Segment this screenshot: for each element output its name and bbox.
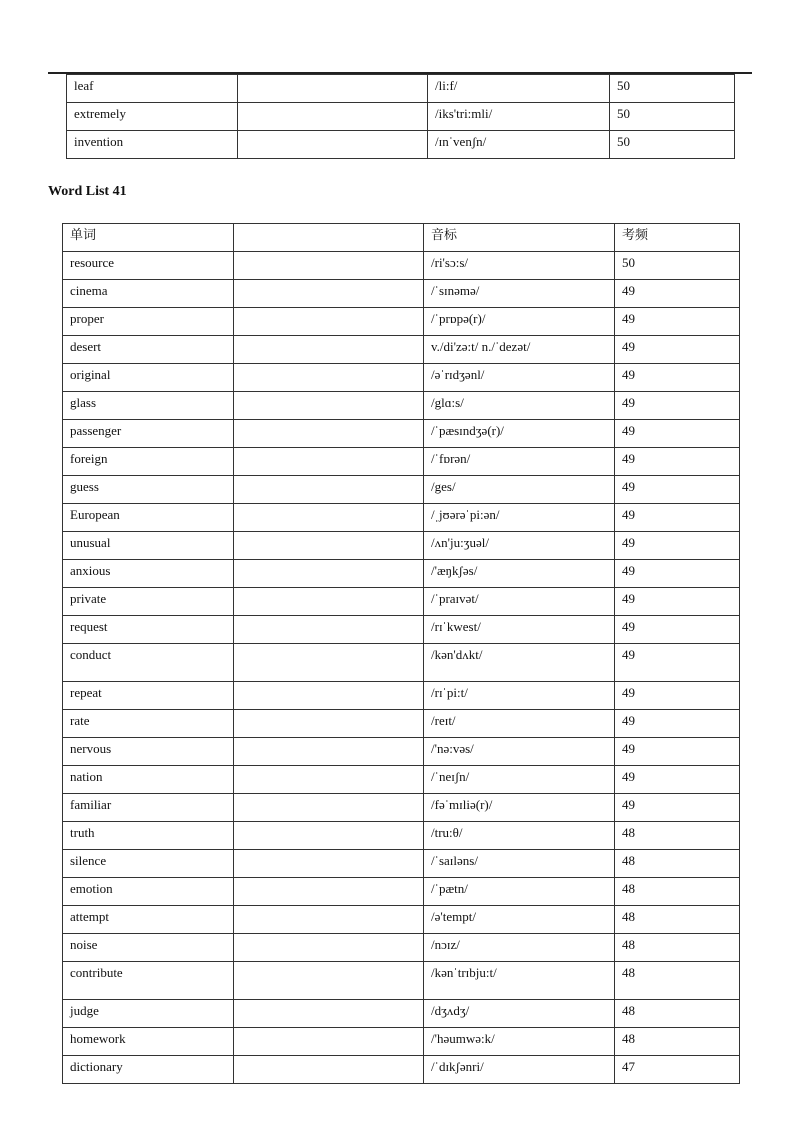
cell-frequency: 49	[615, 738, 740, 766]
previous-word-table-body	[67, 75, 735, 159]
table-row	[63, 906, 740, 934]
table-header-row	[63, 224, 740, 252]
cell-frequency: 49	[615, 682, 740, 710]
cell-frequency: 50	[615, 252, 740, 280]
cell-phonetic: /rɪˈkwest/	[424, 616, 615, 644]
cell-phonetic: /tru:θ/	[424, 822, 615, 850]
cell-meaning	[238, 103, 428, 131]
table-row	[63, 644, 740, 682]
cell-meaning	[234, 962, 424, 1000]
table-row	[63, 504, 740, 532]
cell-phonetic: /ˈfɒrən/	[424, 448, 615, 476]
cell-phonetic: /ˈneɪʃn/	[424, 766, 615, 794]
word-list-table-body	[63, 252, 740, 1084]
table-row	[63, 420, 740, 448]
cell-frequency: 48	[615, 1028, 740, 1056]
cell-word: glass	[63, 392, 234, 420]
cell-word: foreign	[63, 448, 234, 476]
table-row	[63, 738, 740, 766]
table-row	[63, 448, 740, 476]
header-phonetic: 音标	[424, 224, 615, 252]
cell-word: unusual	[63, 532, 234, 560]
cell-frequency: 50	[610, 75, 735, 103]
cell-phonetic: /'æŋkʃəs/	[424, 560, 615, 588]
cell-frequency: 50	[610, 103, 735, 131]
word-list-table	[62, 223, 740, 1084]
cell-meaning	[234, 252, 424, 280]
cell-word: extremely	[67, 103, 238, 131]
cell-meaning	[234, 850, 424, 878]
cell-frequency: 49	[615, 392, 740, 420]
cell-word: anxious	[63, 560, 234, 588]
table-row	[63, 962, 740, 1000]
cell-meaning	[234, 420, 424, 448]
table-row	[63, 682, 740, 710]
table-row	[63, 1028, 740, 1056]
cell-frequency: 48	[615, 1000, 740, 1028]
cell-phonetic: /ˈdɪkʃənri/	[424, 1056, 615, 1084]
cell-frequency: 49	[615, 448, 740, 476]
table-row	[67, 131, 735, 159]
cell-meaning	[234, 1000, 424, 1028]
cell-phonetic: /ges/	[424, 476, 615, 504]
cell-phonetic: /'həumwə:k/	[424, 1028, 615, 1056]
cell-word: noise	[63, 934, 234, 962]
cell-frequency: 47	[615, 1056, 740, 1084]
table-row	[67, 75, 735, 103]
cell-phonetic: /fəˈmɪliə(r)/	[424, 794, 615, 822]
table-row	[63, 392, 740, 420]
cell-frequency: 50	[610, 131, 735, 159]
cell-frequency: 49	[615, 588, 740, 616]
section-title: Word List 41	[48, 184, 127, 199]
cell-frequency: 49	[615, 336, 740, 364]
table-row	[63, 560, 740, 588]
cell-meaning	[234, 822, 424, 850]
table-row	[63, 588, 740, 616]
cell-phonetic: /ˈpæsɪndʒə(r)/	[424, 420, 615, 448]
cell-word: cinema	[63, 280, 234, 308]
header-frequency: 考频	[615, 224, 740, 252]
cell-phonetic: /ˌjʊərəˈpi:ən/	[424, 504, 615, 532]
cell-meaning	[234, 504, 424, 532]
cell-frequency: 48	[615, 878, 740, 906]
cell-meaning	[238, 131, 428, 159]
table-row	[63, 336, 740, 364]
cell-meaning	[234, 588, 424, 616]
cell-meaning	[234, 766, 424, 794]
cell-frequency: 48	[615, 822, 740, 850]
cell-word: guess	[63, 476, 234, 504]
cell-word: familiar	[63, 794, 234, 822]
cell-word: truth	[63, 822, 234, 850]
cell-meaning	[234, 476, 424, 504]
header-meaning	[234, 224, 424, 252]
table-row	[63, 252, 740, 280]
cell-meaning	[234, 682, 424, 710]
cell-word: dictionary	[63, 1056, 234, 1084]
cell-word: European	[63, 504, 234, 532]
previous-word-table	[66, 74, 735, 159]
table-row	[63, 308, 740, 336]
cell-word: nervous	[63, 738, 234, 766]
table-row	[63, 1000, 740, 1028]
cell-meaning	[234, 710, 424, 738]
cell-phonetic: /rɪˈpi:t/	[424, 682, 615, 710]
table-row	[63, 616, 740, 644]
cell-phonetic: /ri'sɔ:s/	[424, 252, 615, 280]
table-row	[63, 850, 740, 878]
cell-meaning	[234, 364, 424, 392]
table-row	[63, 280, 740, 308]
cell-frequency: 48	[615, 906, 740, 934]
cell-phonetic: /dʒʌdʒ/	[424, 1000, 615, 1028]
cell-frequency: 49	[615, 560, 740, 588]
table-row	[63, 476, 740, 504]
cell-word: original	[63, 364, 234, 392]
cell-meaning	[234, 878, 424, 906]
cell-word: desert	[63, 336, 234, 364]
table-row	[63, 822, 740, 850]
cell-phonetic: /'nə:vəs/	[424, 738, 615, 766]
cell-phonetic: /reɪt/	[424, 710, 615, 738]
cell-meaning	[238, 75, 428, 103]
cell-frequency: 49	[615, 420, 740, 448]
cell-meaning	[234, 336, 424, 364]
cell-frequency: 49	[615, 280, 740, 308]
cell-frequency: 49	[615, 504, 740, 532]
cell-word: request	[63, 616, 234, 644]
table-row	[63, 532, 740, 560]
table-row	[63, 766, 740, 794]
cell-word: passenger	[63, 420, 234, 448]
cell-phonetic: /ˈpætn/	[424, 878, 615, 906]
cell-meaning	[234, 560, 424, 588]
cell-phonetic: /ʌn'ju:ʒuəl/	[424, 532, 615, 560]
table-row	[63, 1056, 740, 1084]
cell-meaning	[234, 308, 424, 336]
cell-word: silence	[63, 850, 234, 878]
cell-frequency: 48	[615, 850, 740, 878]
cell-frequency: 49	[615, 476, 740, 504]
cell-meaning	[234, 644, 424, 682]
cell-word: rate	[63, 710, 234, 738]
cell-phonetic: /ˈprɒpə(r)/	[424, 308, 615, 336]
cell-word: attempt	[63, 906, 234, 934]
cell-phonetic: /ə'tempt/	[424, 906, 615, 934]
cell-meaning	[234, 738, 424, 766]
cell-word: contribute	[63, 962, 234, 1000]
cell-phonetic: /nɔɪz/	[424, 934, 615, 962]
cell-frequency: 48	[615, 962, 740, 1000]
header-word: 单词	[63, 224, 234, 252]
table-row	[63, 934, 740, 962]
table-row	[63, 364, 740, 392]
cell-meaning	[234, 1028, 424, 1056]
cell-phonetic: /ˈsaɪləns/	[424, 850, 615, 878]
cell-phonetic: /ˈsɪnəmə/	[424, 280, 615, 308]
cell-frequency: 49	[615, 710, 740, 738]
cell-phonetic: /əˈrɪdʒənl/	[424, 364, 615, 392]
cell-frequency: 49	[615, 364, 740, 392]
table-row	[67, 103, 735, 131]
cell-phonetic: /kən'dʌkt/	[424, 644, 615, 682]
table-row	[63, 794, 740, 822]
cell-phonetic: /kənˈtrɪbju:t/	[424, 962, 615, 1000]
cell-meaning	[234, 1056, 424, 1084]
cell-meaning	[234, 934, 424, 962]
cell-phonetic: /iks'tri:mli/	[428, 103, 610, 131]
cell-word: invention	[67, 131, 238, 159]
cell-meaning	[234, 392, 424, 420]
cell-word: resource	[63, 252, 234, 280]
cell-meaning	[234, 906, 424, 934]
cell-phonetic: /ˈpraɪvət/	[424, 588, 615, 616]
cell-phonetic: /glɑ:s/	[424, 392, 615, 420]
cell-frequency: 49	[615, 794, 740, 822]
cell-phonetic: v./di'zə:t/ n./ˈdezət/	[424, 336, 615, 364]
cell-frequency: 49	[615, 766, 740, 794]
cell-word: repeat	[63, 682, 234, 710]
table-row	[63, 878, 740, 906]
cell-meaning	[234, 532, 424, 560]
cell-word: nation	[63, 766, 234, 794]
table-row	[63, 710, 740, 738]
cell-frequency: 49	[615, 532, 740, 560]
cell-frequency: 49	[615, 616, 740, 644]
cell-word: proper	[63, 308, 234, 336]
cell-phonetic: /li:f/	[428, 75, 610, 103]
cell-meaning	[234, 616, 424, 644]
cell-frequency: 49	[615, 308, 740, 336]
cell-word: private	[63, 588, 234, 616]
cell-meaning	[234, 794, 424, 822]
cell-frequency: 48	[615, 934, 740, 962]
cell-word: homework	[63, 1028, 234, 1056]
cell-word: conduct	[63, 644, 234, 682]
cell-word: leaf	[67, 75, 238, 103]
cell-meaning	[234, 448, 424, 476]
cell-phonetic: /ɪnˈvenʃn/	[428, 131, 610, 159]
cell-frequency: 49	[615, 644, 740, 682]
cell-meaning	[234, 280, 424, 308]
cell-word: judge	[63, 1000, 234, 1028]
cell-word: emotion	[63, 878, 234, 906]
